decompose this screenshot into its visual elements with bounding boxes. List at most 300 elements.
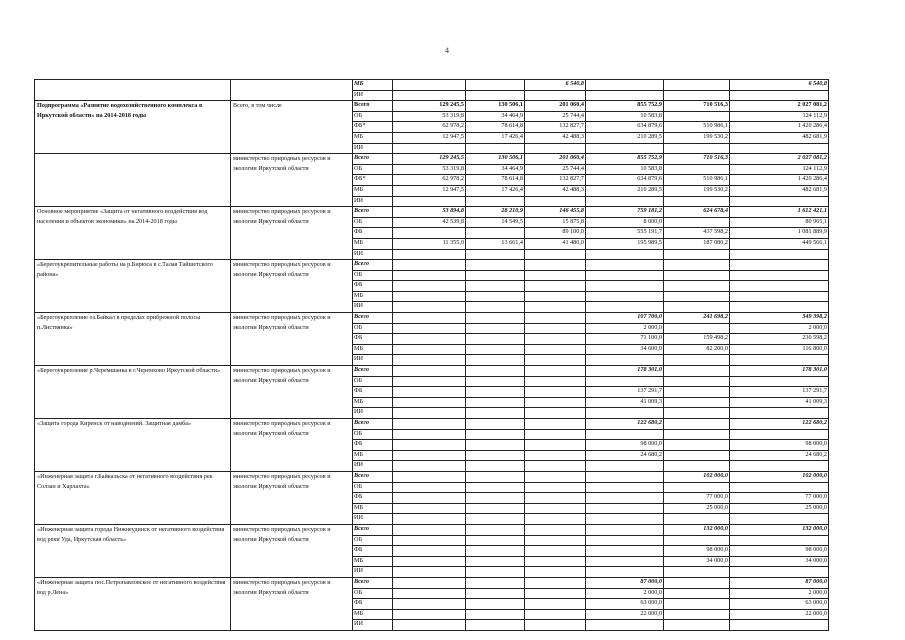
funding-source-cell: МБ [353,397,393,408]
amount-cell: 187 080,2 [664,238,730,249]
amount-cell [664,440,730,451]
amount-cell [525,397,586,408]
amount-cell [730,355,829,366]
amount-cell [393,609,466,620]
amount-cell [664,80,730,91]
amount-cell [525,291,586,302]
amount-cell [664,355,730,366]
amount-cell [730,620,829,631]
amount-cell: 87 000,0 [586,577,664,588]
funding-source-cell: Всего [353,471,393,482]
amount-cell [525,535,586,546]
amount-cell: 98 000,0 [664,546,730,557]
funding-source-cell: МБ [353,238,393,249]
table-row [35,207,829,218]
amount-cell [525,270,586,281]
funding-source-cell: МБ [353,609,393,620]
amount-cell [466,376,525,387]
amount-cell: 107 700,0 [586,313,664,324]
funding-source-cell: ИИ [353,461,393,472]
amount-cell: 624 678,4 [664,207,730,218]
amount-cell [730,90,829,101]
executor-cell [231,80,353,101]
amount-cell: 42 539,8 [393,217,466,228]
amount-cell: 25 000,0 [730,503,829,514]
amount-cell [393,620,466,631]
amount-cell [525,482,586,493]
amount-cell [586,270,664,281]
amount-cell [586,567,664,578]
amount-cell [586,291,664,302]
amount-cell [393,397,466,408]
amount-cell: 855 752,9 [586,101,664,112]
funding-source-cell: ИИ [353,620,393,631]
amount-cell [730,567,829,578]
amount-cell [393,461,466,472]
amount-cell [730,281,829,292]
amount-cell: 116 800,0 [730,344,829,355]
funding-source-cell: Всего [353,419,393,430]
funding-source-cell: ФБ [353,493,393,504]
amount-cell: 6 540,8 [730,80,829,91]
amount-cell [466,281,525,292]
amount-cell [586,482,664,493]
amount-cell [466,514,525,525]
amount-cell [525,514,586,525]
amount-cell [466,503,525,514]
amount-cell [393,577,466,588]
amount-cell [730,408,829,419]
funding-source-cell: МБ [353,503,393,514]
amount-cell [466,461,525,472]
amount-cell [664,514,730,525]
amount-cell: 195 989,5 [586,238,664,249]
amount-cell [393,302,466,313]
amount-cell [393,355,466,366]
amount-cell: 41 009,3 [730,397,829,408]
amount-cell [393,440,466,451]
amount-cell [466,366,525,377]
amount-cell [586,514,664,525]
amount-cell: 349 398,2 [730,313,829,324]
amount-cell [730,260,829,271]
funding-source-cell: Всего [353,524,393,535]
amount-cell [525,260,586,271]
amount-cell: 12 947,5 [393,185,466,196]
amount-cell [525,546,586,557]
amount-cell: 98 000,0 [730,546,829,557]
amount-cell [393,376,466,387]
table-row [35,471,829,482]
amount-cell [525,408,586,419]
amount-cell [525,524,586,535]
funding-source-cell: МБ [353,291,393,302]
table-row [35,577,829,588]
amount-cell [393,567,466,578]
funding-source-cell: Всего [353,260,393,271]
amount-cell [525,471,586,482]
amount-cell [586,355,664,366]
amount-cell: 210 289,5 [586,132,664,143]
amount-cell [586,535,664,546]
amount-cell [393,599,466,610]
amount-cell: 11 355,0 [393,238,466,249]
executor-cell: министерство природных ресурсов и экологии Иркутской области [231,154,353,207]
funding-source-cell: ОБ [353,482,393,493]
funding-source-cell: ФБ [353,387,393,398]
amount-cell [393,291,466,302]
amount-cell: 129 245,5 [393,101,466,112]
amount-cell [586,80,664,91]
amount-cell [466,450,525,461]
amount-cell [525,249,586,260]
amount-cell [393,228,466,239]
amount-cell [586,471,664,482]
amount-cell [525,440,586,451]
amount-cell: 178 301,0 [730,366,829,377]
funding-source-cell: МБ [353,185,393,196]
amount-cell [525,556,586,567]
amount-cell [525,334,586,345]
amount-cell: 28 210,9 [466,207,525,218]
amount-cell [393,450,466,461]
funding-source-cell: ФБ [353,599,393,610]
funding-source-cell: Всего [353,366,393,377]
program-name-cell: «Берегоукрепительные работы на р.Бирюса в с.Талая Тайшетского района» [35,260,231,313]
amount-cell [664,588,730,599]
amount-cell [586,281,664,292]
amount-cell [393,260,466,271]
amount-cell: 2 000,0 [586,323,664,334]
amount-cell: 201 060,4 [525,101,586,112]
amount-cell [525,429,586,440]
amount-cell [730,302,829,313]
amount-cell [466,270,525,281]
amount-cell [525,387,586,398]
funding-source-cell: ФБ* [353,122,393,133]
amount-cell [393,344,466,355]
amount-cell [525,196,586,207]
amount-cell [664,323,730,334]
funding-source-cell: ИИ [353,514,393,525]
amount-cell [466,567,525,578]
amount-cell: 34 000,0 [664,556,730,567]
funding-source-cell: ОБ [353,429,393,440]
amount-cell [393,535,466,546]
amount-cell [664,609,730,620]
funding-source-cell: ОБ [353,323,393,334]
amount-cell: 159 498,2 [664,334,730,345]
amount-cell [466,482,525,493]
executor-cell: министерство природных ресурсов и экологии Иркутской области [231,207,353,260]
program-name-cell: Основное мероприятие «Защита от негативного воздействия вод населения и объектов экономики» на 2014-2018 годы [35,207,231,260]
amount-cell: 634 879,6 [586,175,664,186]
amount-cell [393,524,466,535]
amount-cell [664,270,730,281]
amount-cell: 98 000,0 [586,440,664,451]
amount-cell [466,524,525,535]
amount-cell: 63 000,0 [730,599,829,610]
amount-cell: 34 600,0 [586,344,664,355]
amount-cell: 129 245,5 [393,154,466,165]
amount-cell [393,514,466,525]
amount-cell [664,249,730,260]
funding-source-cell: Всего [353,101,393,112]
funding-source-cell: ИИ [353,196,393,207]
amount-cell: 13 661,4 [466,238,525,249]
amount-cell [466,577,525,588]
amount-cell [393,429,466,440]
amount-cell [664,620,730,631]
amount-cell: 137 291,7 [586,387,664,398]
amount-cell [525,493,586,504]
amount-cell [393,503,466,514]
amount-cell [586,556,664,567]
amount-cell [664,164,730,175]
amount-cell: 122 680,2 [730,419,829,430]
amount-cell [664,535,730,546]
amount-cell: 855 752,9 [586,154,664,165]
amount-cell: 34 464,9 [466,164,525,175]
amount-cell [393,334,466,345]
amount-cell [586,493,664,504]
amount-cell: 146 455,8 [525,207,586,218]
amount-cell: 22 000,0 [730,609,829,620]
amount-cell [466,323,525,334]
amount-cell [393,196,466,207]
amount-cell [466,493,525,504]
amount-cell [525,567,586,578]
amount-cell: 53 319,8 [393,164,466,175]
executor-cell: Всего, в том числе [231,101,353,154]
amount-cell: 78 614,8 [466,175,525,186]
amount-cell: 53 319,8 [393,111,466,122]
amount-cell: 482 681,9 [730,185,829,196]
amount-cell [393,493,466,504]
amount-cell [466,228,525,239]
amount-cell [664,482,730,493]
amount-cell: 34 000,0 [730,556,829,567]
funding-source-cell: ИИ [353,408,393,419]
amount-cell [525,588,586,599]
amount-cell [664,143,730,154]
table-body [35,80,829,631]
amount-cell [664,111,730,122]
amount-cell [466,334,525,345]
program-name-cell: «Инженерная защита пос.Петропавловское от негативного воздействия вод р.Лена» [35,577,231,630]
amount-cell [466,620,525,631]
amount-cell [664,260,730,271]
amount-cell [730,291,829,302]
funding-source-cell: ФБ [353,281,393,292]
amount-cell: 62 978,2 [393,122,466,133]
amount-cell: 41 480,0 [525,238,586,249]
funding-source-cell: ФБ [353,546,393,557]
funding-source-cell: ФБ [353,334,393,345]
funding-source-cell: МБ [353,556,393,567]
executor-cell: министерство природных ресурсов и экологии Иркутской области [231,524,353,577]
amount-cell: 17 426,4 [466,132,525,143]
amount-cell: 10 583,8 [586,164,664,175]
executor-cell: министерство природных ресурсов и экологии Иркутской области [231,577,353,630]
amount-cell: 62 978,2 [393,175,466,186]
amount-cell: 210 289,5 [586,185,664,196]
amount-cell: 449 566,1 [730,238,829,249]
funding-source-cell: ИИ [353,302,393,313]
funding-source-cell: Всего [353,313,393,324]
amount-cell: 77 000,0 [664,493,730,504]
amount-cell [466,546,525,557]
amount-cell: 12 947,5 [393,132,466,143]
amount-cell [466,419,525,430]
executor-cell: министерство природных ресурсов и экологии Иркутской области [231,366,353,419]
funding-source-cell: ФБ [353,228,393,239]
amount-cell [586,249,664,260]
amount-cell [586,260,664,271]
amount-cell: 132 000,0 [664,524,730,535]
amount-cell [393,546,466,557]
amount-cell [664,196,730,207]
amount-cell [586,376,664,387]
amount-cell [525,302,586,313]
amount-cell: 132 827,7 [525,175,586,186]
funding-source-cell: МБ [353,80,393,91]
amount-cell [664,429,730,440]
executor-cell: министерство природных ресурсов и экологии Иркутской области [231,419,353,472]
amount-cell [664,461,730,472]
amount-cell [466,260,525,271]
amount-cell: 80 965,1 [730,217,829,228]
amount-cell: 78 614,8 [466,122,525,133]
funding-source-cell: ОБ [353,217,393,228]
amount-cell [664,450,730,461]
amount-cell: 1 081 889,9 [730,228,829,239]
funding-source-cell: ОБ [353,111,393,122]
amount-cell [586,143,664,154]
executor-cell: министерство природных ресурсов и экологии Иркутской области [231,260,353,313]
amount-cell [466,249,525,260]
amount-cell [525,281,586,292]
amount-cell: 17 426,4 [466,185,525,196]
amount-cell [664,302,730,313]
amount-cell [525,355,586,366]
funding-source-cell: Всего [353,154,393,165]
amount-cell [466,535,525,546]
funding-source-cell: ОБ [353,376,393,387]
amount-cell [525,323,586,334]
amount-cell [525,376,586,387]
amount-cell [525,313,586,324]
program-name-cell: «Инженерная защита города Нижнеудинск от негативного воздействия вод реки Уда, Иркутская область» [35,524,231,577]
program-name-cell: «Берегоукрепление р.Черемшанка в г.Черемхово Иркутской области» [35,366,231,419]
amount-cell: 53 894,8 [393,207,466,218]
amount-cell: 8 000,0 [586,217,664,228]
executor-cell: министерство природных ресурсов и экологии Иркутской области [231,313,353,366]
amount-cell: 137 291,7 [730,387,829,398]
amount-cell: 24 680,2 [586,450,664,461]
amount-cell [393,270,466,281]
amount-cell [466,429,525,440]
amount-cell [586,90,664,101]
table-row [35,524,829,535]
amount-cell: 132 827,7 [525,122,586,133]
amount-cell: 42 488,3 [525,185,586,196]
amount-cell [466,397,525,408]
amount-cell [466,408,525,419]
amount-cell: 25 744,4 [525,164,586,175]
amount-cell [664,387,730,398]
amount-cell: 25 000,0 [664,503,730,514]
page-number: 4 [445,46,449,55]
amount-cell: 102 000,0 [730,471,829,482]
amount-cell: 230 598,2 [730,334,829,345]
budget-table [34,79,829,631]
funding-source-cell: ИИ [353,143,393,154]
amount-cell: 42 488,3 [525,132,586,143]
amount-cell: 130 506,1 [466,154,525,165]
amount-cell [466,471,525,482]
amount-cell [730,270,829,281]
amount-cell [525,450,586,461]
funding-source-cell: ФБ [353,440,393,451]
amount-cell [393,482,466,493]
amount-cell [393,471,466,482]
amount-cell [664,90,730,101]
amount-cell [393,90,466,101]
amount-cell: 2 000,0 [730,323,829,334]
funding-source-cell: ИИ [353,249,393,260]
amount-cell: 178 301,0 [586,366,664,377]
amount-cell [586,524,664,535]
amount-cell: 98 000,0 [730,440,829,451]
table-row [35,366,829,377]
amount-cell [393,80,466,91]
amount-cell [466,599,525,610]
amount-cell [730,461,829,472]
amount-cell: 41 009,3 [586,397,664,408]
amount-cell [393,281,466,292]
amount-cell: 437 598,2 [664,228,730,239]
funding-source-cell: Всего [353,577,393,588]
amount-cell [664,217,730,228]
amount-cell: 25 744,4 [525,111,586,122]
amount-cell: 87 000,0 [730,577,829,588]
funding-source-cell: МБ [353,344,393,355]
amount-cell: 2 000,0 [730,588,829,599]
amount-cell [466,196,525,207]
amount-cell [730,514,829,525]
amount-cell: 124 112,9 [730,111,829,122]
amount-cell [525,461,586,472]
amount-cell [664,419,730,430]
amount-cell: 199 530,2 [664,132,730,143]
funding-source-cell: МБ [353,450,393,461]
amount-cell [664,281,730,292]
amount-cell [393,419,466,430]
amount-cell: 2 027 081,2 [730,154,829,165]
funding-source-cell: ФБ* [353,175,393,186]
program-name-cell: «Защита города Киренск от наводнений. Защитная дамба» [35,419,231,472]
amount-cell [664,567,730,578]
amount-cell [466,302,525,313]
program-name-cell [35,80,231,101]
funding-source-cell: ИИ [353,355,393,366]
amount-cell [730,429,829,440]
amount-cell: 510 986,1 [664,122,730,133]
amount-cell [525,609,586,620]
amount-cell: 34 464,9 [466,111,525,122]
table-row [35,101,829,112]
